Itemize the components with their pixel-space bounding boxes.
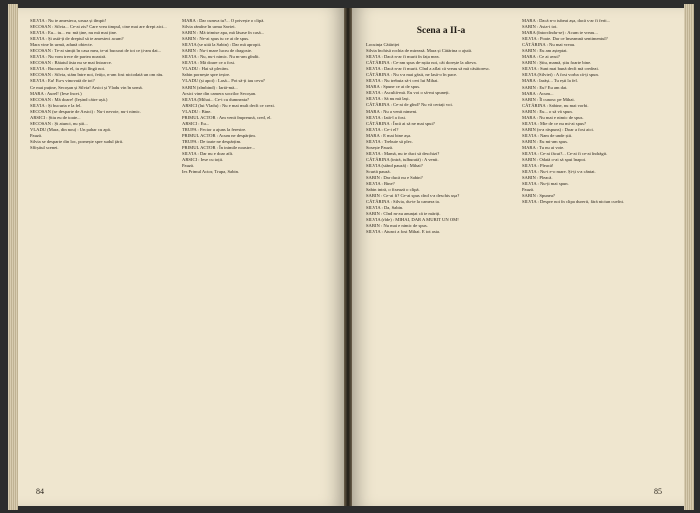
text-line: SILVIA : Atunci a fost Mihai. E tot asta. — [366, 229, 441, 235]
text-line: Locuința Cătăriței — [366, 42, 400, 47]
text-line: SILVIA : Și astă-ți de dreptul să te amesteci acum? — [30, 36, 124, 42]
text-line: SABIN : Pleacă. — [522, 175, 553, 181]
text-line: Pauză. — [182, 163, 195, 169]
page-edges-right — [684, 4, 694, 510]
text-line: SABIN : Eu? Eu am dat. — [522, 84, 568, 90]
left-column-1 — [30, 18, 180, 151]
text-line: VLADU : Bine. — [182, 108, 212, 114]
text-line: MARA : Iarăși... Tu ești la fel. — [522, 78, 578, 84]
text-line: SABIN : Știu, mamă, știu foarte bine. — [522, 60, 592, 66]
text-line: SILVIA : Eu! Eu-s vinovată de tot? — [30, 78, 95, 84]
text-line: SILVIA : Mă doare ce a fost. — [182, 60, 236, 66]
text-line: Sabin pornește spre ieșire. — [182, 72, 231, 78]
text-line: Sabin intră, o fixează o clipă. — [366, 187, 420, 193]
text-line: SILVIA : Eu... tu... eu: mă ține, nu mă mai ține. — [30, 30, 118, 36]
text-line: SECOSAN : Silvia... Ce-ai zis? Care vrea timpul, cine mai are drept aici... — [30, 24, 167, 30]
text-line: SECOSAN : Băiatul ăsta nu se mai întoarce. — [30, 60, 112, 66]
right-page — [352, 8, 684, 506]
text-line: ARSICI : Știu eu de toate... — [30, 114, 81, 120]
text-line: CĂTĂRINA : Ce-am spus de-aștia noi, cât dorește la alteva. — [366, 60, 477, 66]
text-line: SABIN : Ne-ai spus tu ce ai de spus. — [182, 36, 250, 42]
text-line: SILVIA : Sunt mai bună decît mă credeai. — [522, 66, 599, 72]
text-line: SILVIA : Pleacă! — [522, 163, 554, 169]
text-line: SILVIA : Dacă n-ar fi murit. Cînd a aflat că vreau să mă căsătoresc. — [366, 66, 491, 72]
text-line: SABIN (n-a răspuns) : Doar a fost aici. — [522, 126, 594, 132]
text-line: MARA : E mai bine așa. — [366, 132, 412, 138]
text-line: Silvia se desparte din loc, pornește spre sudul țării. — [30, 138, 124, 144]
text-line: SABIN (zîmbind) : Iartă-mă... — [182, 84, 238, 90]
text-line: PRIMUL ACTOR : În inimile noastre... — [182, 144, 255, 150]
text-line: MARA : Dacă n-o iubeai așa, dacă s-ar fi ferit... — [522, 18, 611, 23]
text-line: CĂTĂRINA : Încă ai să ne mai spui? — [366, 120, 435, 126]
text-line: SILVIA : Da, Sabin. — [366, 205, 404, 211]
right-column-1 — [366, 42, 516, 236]
text-line: SABIN : Eu... o să vă spun. — [522, 108, 573, 114]
text-line: SABIN : Asta-i tot. — [522, 24, 558, 30]
text-line: SABIN : Odată o-ai să spui înapoi. — [522, 157, 587, 163]
text-line: SABIN : Dar ducă nu e Sabin? — [366, 175, 423, 181]
text-line: SILVIA : Și bucuria e la fel. — [30, 102, 82, 108]
text-line: CĂTĂRINA : Nu mai vreau. — [522, 42, 576, 48]
text-line: SILVIA : Nam de unde știi. — [522, 132, 573, 138]
text-line: Ies Primul Actor, Trupa, Sabin. — [182, 169, 240, 175]
text-line: SILVIA : Nu, nu-i nimic. Nu m-am gîndit. — [182, 54, 260, 60]
text-line: SILVIA : Poate. Dar ce înseamnă sentimentul? — [522, 36, 608, 42]
text-line: SABIN : Nu-i mare lucru de dragoste. — [182, 48, 253, 54]
text-line: ARSICI : Eu... — [182, 120, 210, 126]
text-line: CĂTĂRINA : Sabine, nu mai vorbi. — [522, 102, 589, 108]
text-line: SILVIA (Mihai... Ce-i cu dumneata? — [182, 96, 250, 102]
text-line: CĂTĂRINA : Nu s-a mai găsit, ne lasă-o în pace. — [366, 72, 458, 78]
text-line: SABIN : Eu mi-am spus. — [522, 138, 569, 144]
text-line: SILVIA : Mie de ce nu mi-ai spus? — [522, 120, 587, 126]
text-line: TRUPA : Fecior a ajuns la ferestre. — [182, 126, 247, 132]
text-line: SILVIA : Bucuros de el, tu ești lîngă noi. — [30, 66, 106, 72]
text-line: SILVIA : Iată-l a fost. — [366, 114, 407, 120]
text-line: Silvia rămîne în urma Saviei. — [182, 24, 236, 30]
text-line: SILVIA : Mamă, nu te duci să deschizi? — [366, 150, 440, 156]
page-number-left: 84 — [36, 487, 44, 496]
text-line: Pauză. — [522, 187, 535, 193]
left-column-2 — [182, 18, 332, 175]
text-line: Scurtă pauză. — [366, 168, 391, 174]
text-line: SECOSAN : Mă doare! (Ieșind către ușă.) — [30, 96, 108, 102]
text-line: SILVIA : Nu te amesteca, ursuz și tîmpit! — [30, 18, 107, 23]
text-line: CĂTĂRINA (intră, tulburată) : A venit. — [366, 156, 439, 162]
text-line: ARSICI (lui Vladu) : Nu e mai mult decît ce crezi. — [182, 102, 275, 108]
text-line: SILVIA : Bine? — [366, 181, 395, 187]
text-line: SILVIA : Nu-ți mai spun. — [522, 181, 569, 187]
book-gutter — [344, 8, 352, 506]
text-line: SECOSAN : Te-ai simțit în casa mea, te-ai bucurat de tot ce ți-am dat... — [30, 48, 162, 54]
text-line: SILVIA : Nu-i e-o mare. Și-ți s-a cântat. — [522, 169, 596, 175]
text-line: SABIN : Nu mai e nimic de spus. — [366, 223, 428, 229]
text-line: MARA : Dar cumva tu?... O privește o clipă. — [182, 18, 265, 23]
page-number-right: 85 — [654, 487, 662, 496]
text-line: MARA : Tu nu ai voie. — [522, 144, 565, 150]
text-line: CĂTĂRINA : Silvia, du-te la camera ta. — [366, 199, 440, 205]
text-line: VLADU : Hai să plecăm. — [182, 66, 229, 72]
text-line: MARA : Aurel! (Iese încet.) — [30, 90, 82, 96]
text-line: SILVIA : Ascultă-mă. Eu voi o să-mi spuneți. — [366, 90, 450, 96]
text-line: SILVIA : Nu vom trece de partea noastră. — [30, 54, 107, 60]
text-line: VLADU (și apoi) : Lasă... Pot să-ți iau ceva? — [182, 78, 265, 84]
text-line: Pauză. — [30, 132, 43, 138]
text-line: SILVIA : Dar nu e doar atît. — [182, 151, 234, 157]
text-line: MARA : Nu mai e nimic de spus. — [522, 114, 584, 120]
text-line: SILVIA : Dacă n-ar fi murit în fața mea. — [366, 54, 440, 60]
text-line: MARA : Nu a venit nimeni. — [366, 108, 418, 114]
text-line: SILVIA (stând pauză) : Mihai? — [366, 162, 423, 168]
text-line: TRUPA : De toate ne despărțim. — [182, 138, 242, 144]
text-line: Sosește Pauză. — [366, 144, 394, 150]
text-line: SECOSAN : Și atunci, nu știi... — [30, 120, 88, 126]
text-line: SILVIA (se uită la Sabin) : Dar mă apropii. — [182, 42, 262, 48]
text-line: SABIN : Mă trimise apa, mă lăsase în casă... — [182, 30, 265, 36]
left-page — [18, 8, 344, 506]
text-line: Sfîrșitul scenei. — [30, 144, 59, 150]
text-line: SILVIA : Nu trebuia să-i ceri lui Mihai. — [366, 78, 439, 84]
text-line: ARSICI : Iese cu toții. — [182, 157, 224, 163]
text-line: Mara vine în urmă, adună obiecte. — [30, 42, 93, 48]
text-line: Silvia închisă rochia de mireasă. Mara și Cătărina o ajută. — [366, 48, 473, 54]
text-line: MARA : Acum... — [522, 90, 554, 96]
text-line: SABIN : Spunea? — [522, 193, 555, 199]
text-line: SABIN : Îl cunosc pe Mihai. — [522, 96, 575, 102]
text-line: SILVIA : Ce-i el? — [366, 126, 399, 132]
text-line: SABIN : Cînd m-au anunțat că te măriți. — [366, 211, 441, 217]
right-column-2 — [522, 18, 672, 205]
text-line: SECOSAN (se desparte de Arsici) : Nu-i nevoie, nu-i nimic. — [30, 108, 141, 114]
text-line: MARA : Ce ai avut? — [522, 54, 560, 60]
text-line: Ce mai puține, Secoșan și Silvia! Arsici și Vladu vin în urmă. — [30, 84, 143, 90]
text-line: SABIN : Eu am așteptat. — [522, 48, 568, 54]
text-line: CĂTĂRINA : Ce-ai de gînd? Nu vă certați voi. — [366, 102, 453, 108]
text-line: Arsici vine din camera socrilor Secoșan. — [182, 90, 257, 96]
text-line: PRIMUL ACTOR : Am venit împreună, cred, el. — [182, 114, 272, 120]
text-line: SILVIA (Silviei) : A fost vorba că-ți spun. — [522, 72, 599, 78]
text-line: VLADU (Mara, din nou) : Un pahar cu apă. — [30, 126, 111, 132]
text-line: SILVIA : Să nu mă lași. — [366, 96, 410, 102]
text-line: SILVIA : Trebuie să plec. — [366, 138, 413, 144]
text-line: SECOSAN : Silvia, stăm între noi, fetițo, n-am fost niciodată un om rău. — [30, 72, 164, 78]
text-line: MARA : Spune ce ai de spus. — [366, 84, 421, 90]
text-line: SABIN : Ce-ai fi? Ce-ai spus cînd s-a deschis ușa? — [366, 193, 460, 199]
page-edges-left — [8, 4, 18, 510]
scene-title: Scena a II-a — [416, 26, 466, 36]
text-line: MARA (întorcîndu-se) : Acum te vreau... — [522, 30, 598, 36]
text-line: SILVIA (rîde) : MIHAI, DAR A MURIT UN OM! — [366, 217, 459, 223]
text-line: SILVIA : Despre noi în clipa durerii, fără niciun cuvînt. — [522, 199, 625, 205]
text-line: SILVIA : Ce-ai făcut?... Ce-ai fi ce-ai îndrăgit. — [522, 151, 608, 157]
text-line: PRIMUL ACTOR : Acum ne despărțim. — [182, 132, 257, 138]
